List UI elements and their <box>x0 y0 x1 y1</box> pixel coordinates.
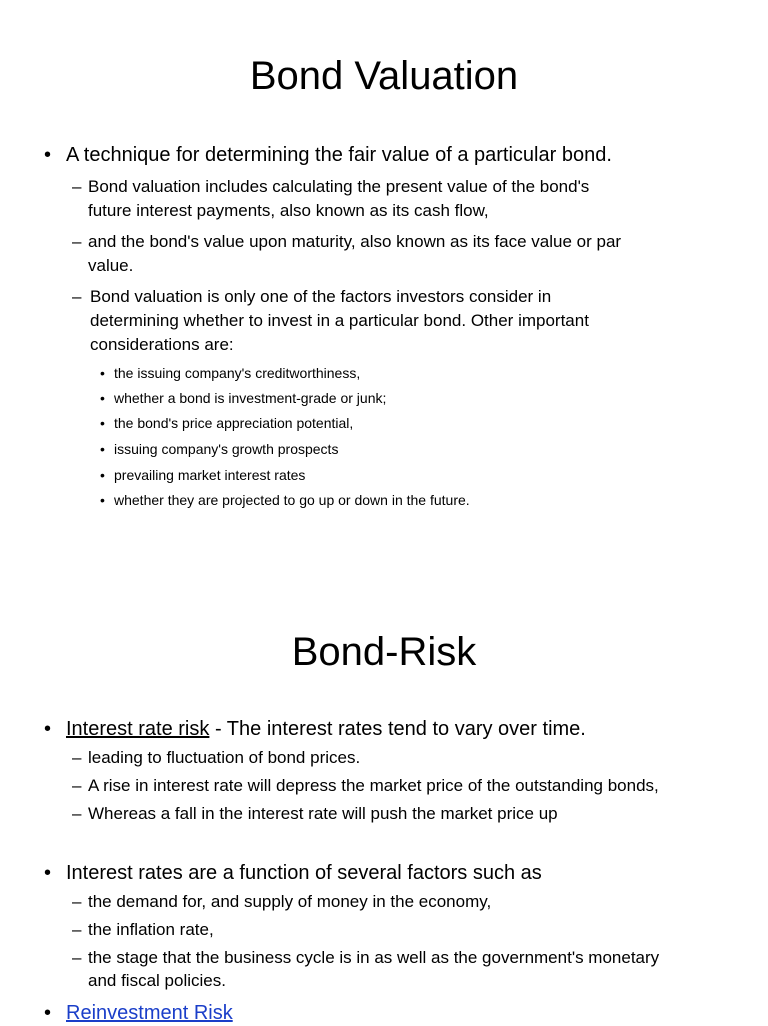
dash-marker: – <box>72 948 82 967</box>
dash-marker: – <box>72 920 82 939</box>
bullet-text <box>66 716 586 742</box>
consideration-text: whether a bond is investment-grade or junk; <box>114 390 387 406</box>
dash-marker: – <box>72 776 82 795</box>
interest-rate-risk-description: - The interest rates tend to vary over time. <box>209 718 586 740</box>
dash-marker: – <box>72 287 82 306</box>
sub-bullet-text: A rise in interest rate will depress the market price of the outstanding bonds, <box>88 776 659 795</box>
consideration-text: issuing company's growth prospects <box>114 441 339 457</box>
sub-bullet-text: the stage that the business cycle is in as well as the government's monetary <box>88 948 660 967</box>
sub-bullet-text: determining whether to invest in a particular bond. Other important <box>90 311 589 330</box>
bullet-text: A technique for determining the fair value of a particular bond. <box>66 144 612 166</box>
dash-marker: – <box>72 748 82 767</box>
bullet-marker: • <box>100 441 105 457</box>
bullet-marker: • <box>44 862 52 884</box>
sub-bullet-text: considerations are: <box>90 335 234 354</box>
sub-bullet-text: Bond valuation is only one of the factors investors consider in <box>90 287 552 306</box>
slide-title: Bond-Risk <box>291 630 477 674</box>
sub-bullet-text: value. <box>88 256 134 275</box>
consideration-text: whether they are projected to go up or down in the future. <box>114 492 470 508</box>
sub-bullet-text: leading to fluctuation of bond prices. <box>88 748 361 767</box>
sub-bullet-text: future interest payments, also known as its cash flow, <box>88 201 489 220</box>
sub-bullet-text: the inflation rate, <box>88 920 214 939</box>
bullet-marker: • <box>100 390 105 406</box>
bullet-marker: • <box>44 144 52 166</box>
slide-title: Bond Valuation <box>249 54 519 98</box>
dash-marker: – <box>72 892 82 911</box>
reinvestment-risk-link[interactable]: Reinvestment Risk <box>66 1002 233 1024</box>
bullet-marker: • <box>100 492 105 508</box>
bullet-marker: • <box>44 1002 52 1024</box>
bullet-marker: • <box>100 467 105 483</box>
consideration-text: the issuing company's creditworthiness, <box>114 365 361 381</box>
dash-marker: – <box>72 232 82 251</box>
sub-bullet-text: the demand for, and supply of money in the economy, <box>88 892 492 911</box>
bullet-text: Interest rates are a function of several factors such as <box>66 862 542 884</box>
sub-bullet-text: Whereas a fall in the interest rate will push the market price up <box>88 804 558 823</box>
consideration-text: the bond's price appreciation potential, <box>114 415 354 431</box>
bullet-marker: • <box>44 718 52 740</box>
dash-marker: – <box>72 177 82 196</box>
dash-marker: – <box>72 804 82 823</box>
bullet-marker: • <box>100 415 105 431</box>
interest-rate-risk-term: Interest rate risk <box>66 718 210 740</box>
sub-bullet-text: and fiscal policies. <box>88 971 226 990</box>
slide-bond-risk <box>0 600 768 1024</box>
sub-bullet-text: Bond valuation includes calculating the present value of the bond's <box>88 177 590 196</box>
bullet-marker: • <box>100 365 105 381</box>
sub-bullet-text: and the bond's value upon maturity, also known as its face value or par <box>88 232 622 251</box>
consideration-text: prevailing market interest rates <box>114 467 306 483</box>
